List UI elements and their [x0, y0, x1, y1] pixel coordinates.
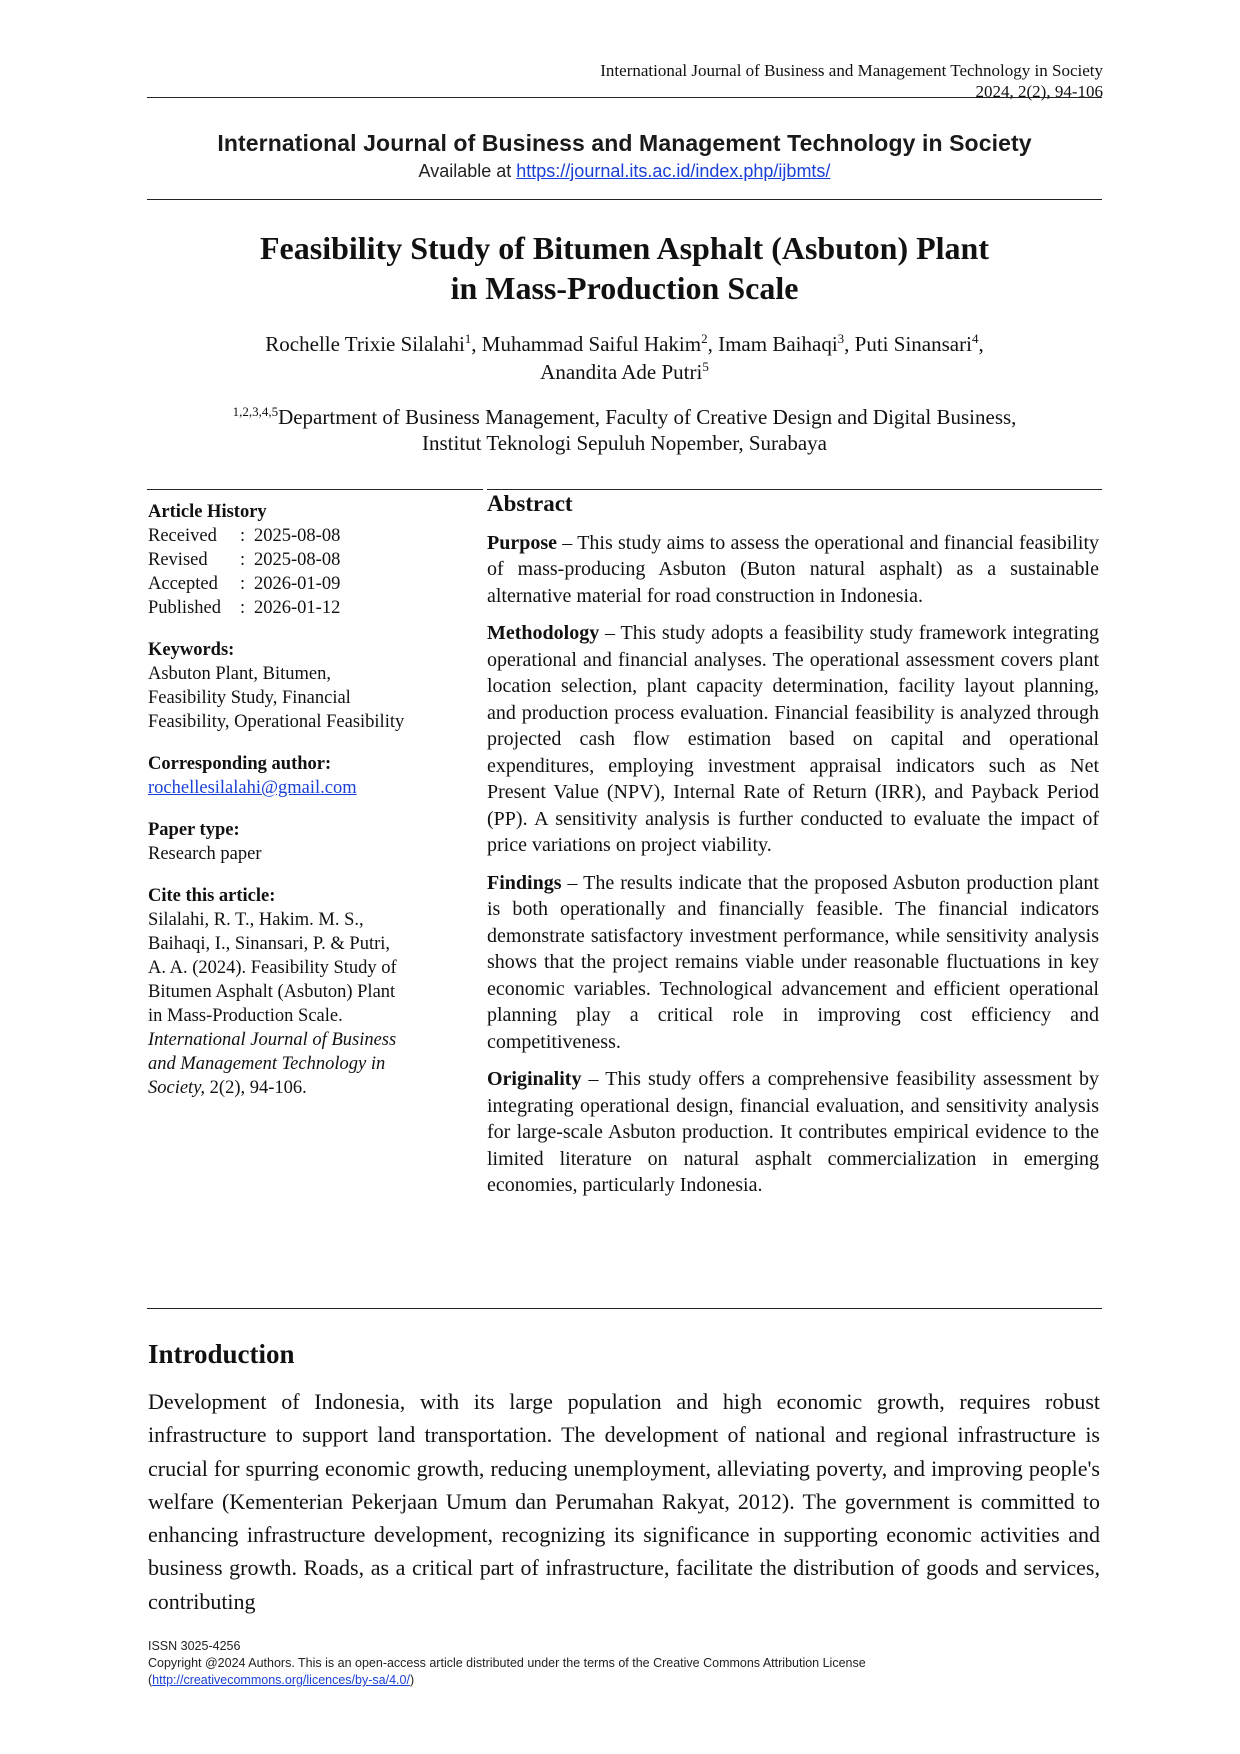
- journal-url-link[interactable]: https://journal.its.ac.id/index.php/ijbmts/: [516, 161, 831, 181]
- affiliation: [147, 404, 1102, 456]
- masthead: [147, 130, 1102, 182]
- author-affil-mark: 3: [837, 331, 845, 346]
- corresponding-email-link[interactable]: rochellesilalahi@gmail.com: [148, 778, 357, 798]
- date-row: [148, 524, 478, 548]
- sidebar-top-rule: [147, 489, 483, 490]
- section-text: – This study aims to assess the operational and financial feasibility of mass-producing Asbuton (Buton natural asphalt) as a sustainable alternative material for road construction in Indonesia.: [487, 531, 1099, 607]
- section-text: – This study adopts a feasibility study framework integrating operational and financial analyses. The operational assessment covers plant location selection, plant capacity determination, facility layout planning, and production process evaluation. Financial feasibility is analyzed through projected cash flow estimation based on capital and operational expenditures, employing investment appraisal indicators such as Net Present Value (NPV), Internal Rate of Return (IRR), and Payback Period (PP). A sensitivity analysis is further conducted to evaluate the impact of price variations on project viability.: [487, 622, 1099, 856]
- section-text: – The results indicate that the proposed Asbuton production plant is both operationally and financially feasible. The financial indicators demonstrate satisfactory investment performance, while sensitivity analysis shows that the project remains viable under reasonable fluctuations in key economic variables. Technological advancement and efficient operational planning play a critical role in improving cost efficiency and competitiveness.: [487, 871, 1099, 1053]
- available-prefix: Available at: [418, 161, 517, 181]
- author-name: Rochelle Trixie Silalahi: [265, 332, 465, 356]
- cite-volume: 2(2), 94-106.: [205, 1078, 307, 1098]
- keywords: [148, 638, 478, 734]
- available-at: [147, 161, 1102, 182]
- cite-line: Baihaqi, I., Sinansari, P. & Putri,: [148, 934, 391, 954]
- abstract-methodology: [487, 620, 1099, 859]
- page-footer: [148, 1638, 1100, 1689]
- keywords-heading: Keywords:: [148, 640, 235, 660]
- citation: [148, 884, 478, 1100]
- cite-line: A. A. (2024). Feasibility Study of: [148, 958, 397, 978]
- date-value: 2025-08-08: [254, 526, 341, 546]
- author-name: Puti Sinansari: [854, 332, 972, 356]
- paper-type-value: Research paper: [148, 844, 262, 864]
- author-affil-mark: 1: [464, 331, 472, 346]
- paper-title: [147, 228, 1102, 308]
- issn: ISSN 3025-4256: [148, 1639, 241, 1653]
- author-separator: ,: [844, 332, 855, 356]
- date-row: [148, 572, 478, 596]
- introduction-heading: Introduction: [148, 1339, 295, 1369]
- date-label: Published: [148, 598, 221, 618]
- section-label: Originality: [487, 1068, 582, 1090]
- author-affil-mark: 5: [702, 359, 709, 374]
- date-colon: :: [240, 526, 246, 546]
- abstract-heading: Abstract: [487, 491, 573, 516]
- affiliation-line-2: Institut Teknologi Sepuluh Nopember, Surabaya: [422, 431, 827, 455]
- cite-line: and Management Technology in: [148, 1054, 386, 1074]
- date-value: 2026-01-09: [254, 574, 341, 594]
- author-line-1: [147, 330, 1102, 358]
- keywords-line: Feasibility Study, Financial: [148, 688, 351, 708]
- author-separator: ,: [707, 332, 719, 356]
- running-head: [600, 60, 1103, 102]
- corresponding-author: [148, 752, 478, 800]
- header-rule: [147, 97, 1102, 98]
- affiliation-line-1: [147, 404, 1102, 430]
- running-head-journal: International Journal of Business and Management Technology in Society: [600, 61, 1103, 80]
- author-affil-mark: 2: [701, 331, 708, 346]
- date-label: Received: [148, 526, 217, 546]
- cite-heading: Cite this article:: [148, 886, 276, 906]
- affiliation-mark: 1,2,3,4,5: [232, 404, 279, 419]
- paper-type: [148, 818, 478, 866]
- corresponding-heading: Corresponding author:: [148, 754, 332, 774]
- abstract-top-rule: [487, 489, 1102, 490]
- cite-line: International Journal of Business: [148, 1030, 397, 1050]
- author-list: [147, 330, 1102, 386]
- copyright-notice: Copyright @2024 Authors. This is an open-access article distributed under the terms of the Creative Commons Attribution License: [148, 1656, 866, 1670]
- masthead-rule: [147, 199, 1102, 200]
- cite-line: Bitumen Asphalt (Asbuton) Plant: [148, 982, 396, 1002]
- author-line-2: [147, 358, 1102, 386]
- date-label: Revised: [148, 550, 208, 570]
- paper-type-heading: Paper type:: [148, 820, 240, 840]
- keywords-line: Asbuton Plant, Bitumen,: [148, 664, 331, 684]
- abstract-findings: [487, 870, 1099, 1056]
- cite-line: Silalahi, R. T., Hakim. M. S.,: [148, 910, 364, 930]
- cite-journal-italic: Society,: [148, 1078, 206, 1098]
- date-value: 2025-08-08: [254, 550, 341, 570]
- cite-line: in Mass-Production Scale.: [148, 1006, 343, 1026]
- affiliation-text: Department of Business Management, Faculty of Creative Design and Digital Business,: [278, 405, 1017, 429]
- section-label: Purpose: [487, 531, 557, 554]
- date-label: Accepted: [148, 574, 218, 594]
- abstract-originality: [487, 1066, 1099, 1199]
- date-row: [148, 596, 478, 620]
- abstract-bottom-rule: [147, 1308, 1102, 1309]
- author-name: Imam Baihaqi: [718, 332, 838, 356]
- date-value: 2026-01-12: [254, 598, 341, 618]
- abstract: [487, 491, 1099, 1210]
- date-row: [148, 548, 478, 572]
- section-label: Findings: [487, 871, 562, 894]
- author-name: Muhammad Saiful Hakim: [481, 332, 702, 356]
- introduction-paragraph: Development of Indonesia, with its large population and high economic growth, requires robust infrastructure to support land transportation. The development of national and regional infrastructure is crucial for spurring economic growth, reducing unemployment, alleviating poverty, and improving people's welfare (Kementerian Pekerjaan Umum dan Perumahan Rakyat, 2012). The government is committed to enhancing infrastructure development, recognizing its significance in supporting economic activities and business growth. Roads, as a critical part of infrastructure, facilitate the distribution of goods and services, contributing: [148, 1389, 1100, 1614]
- section-label: Methodology: [487, 622, 600, 644]
- author-name: Anandita Ade Putri: [540, 360, 703, 384]
- author-affil-mark: 4: [971, 331, 979, 346]
- abstract-purpose: [487, 530, 1099, 610]
- title-line-1: Feasibility Study of Bitumen Asphalt (Asbuton) Plant: [259, 230, 989, 266]
- section-text: – This study offers a comprehensive feasibility assessment by integrating operational design, financial evaluation, and sensitivity analysis for large-scale Asbuton production. It contributes empirical evidence to the limited literature on natural asphalt commercialization in emerging economies, particularly Indonesia.: [487, 1068, 1099, 1196]
- license-line: (http://creativecommons.org/licences/by-sa/4.0/): [148, 1673, 415, 1687]
- author-separator: ,: [978, 332, 984, 356]
- article-info-sidebar: [148, 500, 478, 1118]
- date-colon: :: [240, 598, 246, 618]
- title-line-2: in Mass-Production Scale: [450, 270, 799, 306]
- article-history: [148, 500, 478, 620]
- author-separator: ,: [471, 332, 482, 356]
- date-colon: :: [240, 574, 246, 594]
- history-heading: Article History: [148, 502, 267, 522]
- journal-name: International Journal of Business and Management Technology in Society: [217, 130, 1032, 156]
- license-link[interactable]: http://creativecommons.org/licences/by-sa/4.0/: [152, 1673, 410, 1687]
- running-head-volume: 2024, 2(2), 94-106: [975, 82, 1103, 101]
- cite-line: [148, 1076, 478, 1100]
- date-colon: :: [240, 550, 246, 570]
- keywords-line: Feasibility, Operational Feasibility: [148, 712, 405, 732]
